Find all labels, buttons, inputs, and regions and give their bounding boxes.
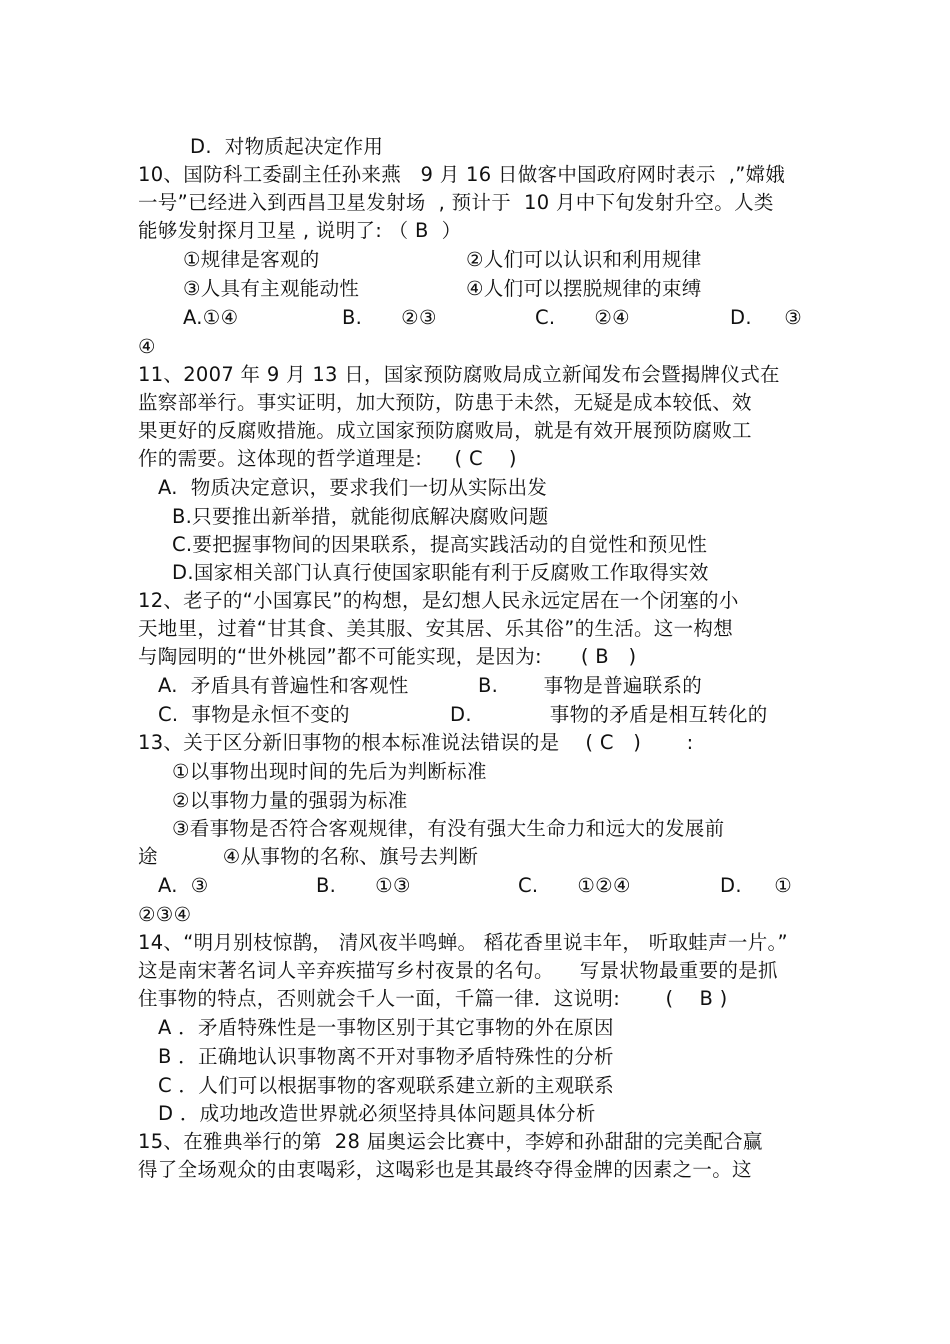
q13-option-a: A. ③ bbox=[158, 874, 209, 897]
q13-statement-1: ①以事物出现时间的先后为判断标准 bbox=[172, 760, 487, 783]
question-13-line-1: 13、关于区分新旧事物的根本标准说法错误的是 ( C ) : bbox=[138, 731, 694, 754]
question-10-line-3: 能够发射探月卫星 , 说明了: （ B ） bbox=[138, 219, 462, 242]
q13-option-d-wrap: ②③④ bbox=[138, 903, 192, 926]
question-12-line-3: 与陶园明的“世外桃园”都不可能实现，是因为: ( B ) bbox=[138, 645, 637, 668]
question-14-line-3: 住事物的特点，否则就会千人一面，千篇一律．这说明: ( B ) bbox=[138, 987, 728, 1010]
q13-statement-3: ③看事物是否符合客观规律，有没有强大生命力和远大的发展前 bbox=[172, 817, 725, 840]
q10-statement-2: ②人们可以认识和利用规律 bbox=[466, 248, 702, 271]
q13-option-b: B. ①③ bbox=[316, 874, 411, 897]
question-10-line-2: 一号”已经进入到西昌卫星发射场 , 预计于 10 月中下旬发射升空。人类 bbox=[138, 191, 774, 214]
q14-option-a: A ．矛盾特殊性是一事物区别于其它事物的外在原因 bbox=[158, 1016, 614, 1039]
q12-option-d: D. 事物的矛盾是相互转化的 bbox=[450, 703, 768, 726]
q10-option-d: D. ③ bbox=[730, 306, 803, 329]
q13-option-c: C. ①②④ bbox=[518, 874, 631, 897]
q14-option-d: D ．成功地改造世界就必须坚持具体问题具体分析 bbox=[158, 1102, 596, 1125]
question-11-line-2: 监察部举行。事实证明，加大预防，防患于未然，无疑是成本较低、效 bbox=[138, 391, 752, 414]
q11-option-a: A. 物质决定意识，要求我们一切从实际出发 bbox=[158, 476, 548, 499]
q12-option-b: B. 事物是普遍联系的 bbox=[478, 674, 703, 697]
q12-option-a: A. 矛盾具有普遍性和客观性 bbox=[158, 674, 409, 697]
q11-option-d: D.国家相关部门认真行使国家职能有利于反腐败工作取得实效 bbox=[172, 561, 709, 584]
q13-statement-3-wrap: 途 ④从事物的名称、旗号去判断 bbox=[138, 845, 479, 868]
question-11-line-1: 11、2007 年 9 月 13 日，国家预防腐败局成立新闻发布会暨揭牌仪式在 bbox=[138, 363, 780, 386]
question-14-line-1: 14、“明月别枝惊鹊， 清风夜半鸣蝉。 稻花香里说丰年， 听取蛙声一片。” bbox=[138, 931, 788, 954]
option-d-q9: D. 对物质起决定作用 bbox=[190, 135, 384, 158]
q10-statement-1: ①规律是客观的 bbox=[183, 248, 320, 271]
q14-option-b: B ．正确地认识事物离不开对事物矛盾特殊性的分析 bbox=[158, 1045, 614, 1068]
q10-statement-4: ④人们可以摆脱规律的束缚 bbox=[466, 277, 702, 300]
q10-option-d-wrap: ④ bbox=[138, 335, 156, 358]
q10-option-a: A.①④ bbox=[183, 306, 239, 329]
q10-option-c: C. ②④ bbox=[535, 306, 630, 329]
question-11-line-3: 果更好的反腐败措施。成立国家预防腐败局，就是有效开展预防腐败工 bbox=[138, 419, 752, 442]
question-14-line-2: 这是南宋著名词人辛弃疾描写乡村夜景的名句。 写景状物最重要的是抓 bbox=[138, 959, 778, 982]
q13-statement-2: ②以事物力量的强弱为标准 bbox=[172, 789, 408, 812]
question-15-line-1: 15、在雅典举行的第 28 届奥运会比赛中，李婷和孙甜甜的完美配合赢 bbox=[138, 1130, 763, 1153]
q11-option-c: C.要把握事物间的因果联系，提高实践活动的自觉性和预见性 bbox=[172, 533, 708, 556]
question-11-line-4: 作的需要。这体现的哲学道理是: ( C ) bbox=[138, 447, 517, 470]
q10-statement-3: ③人具有主观能动性 bbox=[183, 277, 360, 300]
q13-option-d: D. ① bbox=[720, 874, 793, 897]
question-15-line-2: 得了全场观众的由衷喝彩，这喝彩也是其最终夺得金牌的因素之一。这 bbox=[138, 1158, 752, 1181]
question-12-line-1: 12、老子的“小国寡民”的构想，是幻想人民永远定居在一个闭塞的小 bbox=[138, 589, 739, 612]
q12-option-c: C. 事物是永恒不变的 bbox=[158, 703, 350, 726]
q11-option-b: B.只要推出新举措，就能彻底解决腐败问题 bbox=[172, 505, 549, 528]
q10-option-b: B. ②③ bbox=[342, 306, 437, 329]
q14-option-c: C ．人们可以根据事物的客观联系建立新的主观联系 bbox=[158, 1074, 615, 1097]
question-10-line-1: 10、国防科工委副主任孙来燕 9 月 16 日做客中国政府网时表示 ,”嫦娥 bbox=[138, 163, 786, 186]
question-12-line-2: 天地里，过着“甘其食、美其服、安其居、乐其俗”的生活。这一构想 bbox=[138, 617, 734, 640]
